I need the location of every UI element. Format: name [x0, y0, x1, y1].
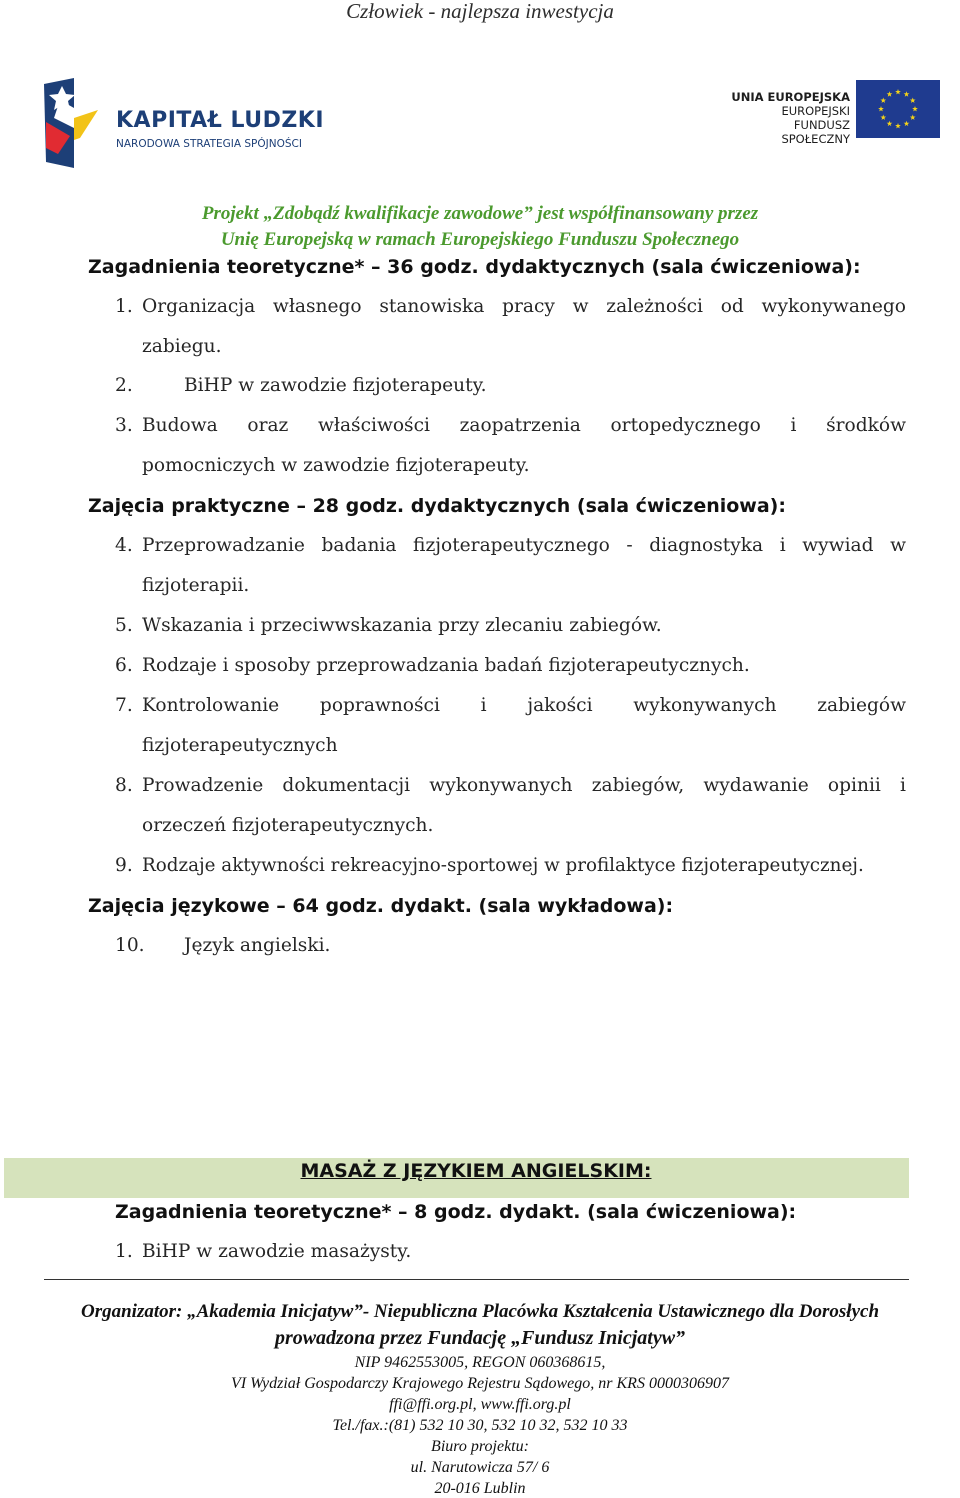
kapital-ludzki-logo: [40, 78, 325, 170]
eu-flag-icon: [856, 80, 940, 138]
footer-divider: [44, 1279, 909, 1280]
footer-krs: VI Wydział Gospodarczy Krajowego Rejestru Sądowego, nr KRS 0000306907: [231, 1375, 729, 1392]
kapital-ludzki-emblem-icon: [40, 78, 98, 168]
section-heading-theory: Zagadnienia teoretyczne* – 36 godz. dydaktycznych (sala ćwiczeniowa):: [88, 256, 861, 278]
list-item-number: 1.: [115, 1241, 133, 1262]
list-item-text-continued: fizjoterapii.: [142, 575, 250, 596]
list-item-text: Rodzaje i sposoby przeprowadzania badań fizjoterapeutycznych.: [142, 655, 750, 676]
list-item-number: 3.: [115, 415, 133, 436]
list-item-number: 4.: [115, 535, 133, 556]
footer-nip: NIP 9462553005, REGON 060368615,: [354, 1354, 606, 1371]
list-item-text: BiHP w zawodzie fizjoterapeuty.: [184, 375, 487, 396]
eu-logo-text: [728, 90, 850, 146]
footer-street: ul. Narutowicza 57/ 6: [410, 1459, 550, 1476]
masaz-section-heading: Zagadnienia teoretyczne* – 8 godz. dydakt. (sala ćwiczeniowa):: [115, 1201, 797, 1223]
section-heading-language: Zajęcia językowe – 64 godz. dydakt. (sala wykładowa):: [88, 895, 674, 917]
list-item-number: 2.: [115, 375, 133, 396]
eu-logo-line1: UNIA EUROPEJSKA: [731, 90, 850, 104]
footer-organizer: Organizator: „Akademia Inicjatyw”- Niepubliczna Placówka Kształcenia Ustawicznego dla Dorosłych: [80, 1301, 880, 1322]
kapital-ludzki-subtitle: NARODOWA STRATEGIA SPÓJNOŚCI: [116, 138, 302, 150]
footer-city: 20-016 Lublin: [434, 1480, 526, 1497]
page-motto: Człowiek - najlepsza inwestycja: [346, 0, 614, 23]
section-heading-practical: Zajęcia praktyczne – 28 godz. dydaktycznych (sala ćwiczeniowa):: [88, 495, 786, 517]
list-item-text: Organizacja własnego stanowiska pracy w zależności od wykonywanego: [142, 296, 906, 317]
list-item-text: Prowadzenie dokumentacji wykonywanych zabiegów, wydawanie opinii i: [142, 775, 906, 796]
project-line-1: Projekt „Zdobądź kwalifikacje zawodowe” jest współfinansowany przez: [201, 203, 759, 224]
list-item-number: 7.: [115, 695, 133, 716]
list-item-text-continued: pomocniczych w zawodzie fizjoterapeuty.: [142, 455, 530, 476]
list-item-text: Rodzaje aktywności rekreacyjno-sportowej w profilaktyce fizjoterapeutycznej.: [142, 855, 864, 876]
list-item-number: 8.: [115, 775, 133, 796]
list-item-text: Budowa oraz właściwości zaopatrzenia ortopedycznego i środków: [142, 415, 906, 436]
list-item-text-continued: orzeczeń fizjoterapeutycznych.: [142, 815, 434, 836]
list-item-text: BiHP w zawodzie masażysty.: [142, 1241, 412, 1262]
list-item-text-continued: zabiegu.: [142, 336, 222, 357]
footer-office-label: Biuro projektu:: [431, 1438, 529, 1455]
list-item-number: 1.: [115, 296, 133, 317]
eu-logo-line2: EUROPEJSKI: [781, 104, 850, 118]
kapital-ludzki-title: KAPITAŁ LUDZKI: [116, 108, 325, 133]
masaz-title: MASAŻ Z JĘZYKIEM ANGIELSKIM:: [300, 1160, 652, 1182]
list-item-number: 10.: [115, 935, 145, 956]
eu-logo-line3: FUNDUSZ SPOŁECZNY: [781, 118, 850, 146]
list-item-text: Kontrolowanie poprawności i jakości wykonywanych zabiegów: [142, 695, 906, 716]
list-item-text-continued: fizjoterapeutycznych: [142, 735, 338, 756]
list-item-number: 5.: [115, 615, 133, 636]
list-item-number: 9.: [115, 855, 133, 876]
list-item-text: Wskazania i przeciwwskazania przy zlecaniu zabiegów.: [142, 615, 662, 636]
project-line-2: Unię Europejską w ramach Europejskiego Funduszu Społecznego: [220, 229, 740, 250]
footer-contact: ffi@ffi.org.pl, www.ffi.org.pl: [389, 1396, 571, 1413]
footer-run-by: prowadzona przez Fundację „Fundusz Inicjatyw”: [274, 1327, 686, 1349]
list-item-text: Przeprowadzanie badania fizjoterapeutycznego - diagnostyka i wywiad w: [142, 535, 906, 556]
eu-logo: [722, 80, 944, 146]
footer-tel: Tel./fax.:(81) 532 10 30, 532 10 32, 532 10 33: [332, 1417, 628, 1434]
list-item-number: 6.: [115, 655, 133, 676]
list-item-text: Język angielski.: [184, 935, 331, 956]
